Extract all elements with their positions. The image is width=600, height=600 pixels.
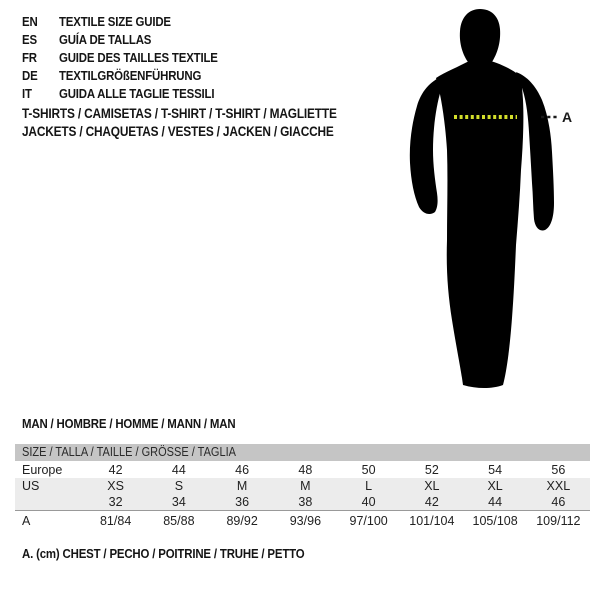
silhouette-head (460, 9, 500, 67)
language-code: EN (22, 14, 38, 29)
size-cell: 44 (464, 494, 527, 511)
size-cell: 34 (147, 494, 210, 511)
size-cell: 105/108 (464, 511, 527, 531)
size-cell: 54 (488, 462, 503, 477)
size-cell: 101/104 (400, 511, 463, 531)
language-row-it (22, 85, 239, 103)
measurement-footnote: A. (cm) CHEST / PECHO / POITRINE / TRUHE / PETTO (22, 546, 305, 561)
language-list (22, 13, 239, 103)
size-cell: 44 (171, 462, 186, 477)
size-cell: 42 (400, 494, 463, 511)
table-row-numeric (15, 494, 590, 511)
section-heading-man: MAN / HOMBRE / HOMME / MANN / MAN (22, 416, 236, 431)
language-label: GUIDA ALLE TAGLIE TESSILI (59, 86, 215, 101)
language-code: DE (22, 68, 38, 83)
size-cell: S (147, 478, 210, 494)
size-cell: XL (464, 478, 527, 494)
category-jackets: JACKETS / CHAQUETAS / VESTES / JACKEN / GIACCHE (22, 124, 334, 139)
silhouette-left-arm (410, 76, 444, 214)
size-cell: 42 (108, 462, 123, 477)
size-cell: 48 (298, 462, 313, 477)
size-cell: 89/92 (211, 511, 274, 531)
size-cell: M (211, 478, 274, 494)
row-label: Europe (22, 462, 63, 477)
row-label (15, 494, 84, 511)
man-silhouette-figure (400, 0, 600, 400)
size-cell: 46 (527, 494, 590, 511)
size-cell: 36 (211, 494, 274, 511)
garment-categories (22, 105, 380, 141)
language-label: TEXTILE SIZE GUIDE (59, 14, 171, 29)
measure-label-a: A (562, 109, 573, 125)
language-code: FR (22, 50, 37, 65)
size-cell: XL (400, 478, 463, 494)
size-cell: 40 (337, 494, 400, 511)
language-row-fr (22, 49, 239, 67)
category-tshirts: T-SHIRTS / CAMISETAS / T-SHIRT / T-SHIRT / MAGLIETTE (22, 106, 337, 121)
language-row-en (22, 13, 239, 31)
size-cell: 38 (274, 494, 337, 511)
size-cell: M (274, 478, 337, 494)
size-cell: 52 (424, 462, 439, 477)
size-cell: 50 (361, 462, 376, 477)
size-cell: 85/88 (147, 511, 210, 531)
size-cell: 46 (235, 462, 250, 477)
size-cell: 81/84 (84, 511, 147, 531)
silhouette-body (436, 59, 523, 389)
size-table-grid (15, 461, 590, 530)
language-code: ES (22, 32, 37, 47)
table-row-chest (15, 511, 590, 531)
table-row-us (15, 478, 590, 494)
size-cell: 32 (84, 494, 147, 511)
size-table (15, 444, 590, 530)
row-label: A (15, 511, 84, 531)
language-label: TEXTILGRÖßENFÜHRUNG (59, 68, 202, 83)
language-code: IT (22, 86, 32, 101)
size-cell: XXL (527, 478, 590, 494)
size-cell: XS (84, 478, 147, 494)
language-row-es (22, 31, 239, 49)
language-row-de (22, 67, 239, 85)
size-cell: 97/100 (337, 511, 400, 531)
size-cell: 56 (551, 462, 566, 477)
language-label: GUIDE DES TAILLES TEXTILE (59, 50, 218, 65)
row-label: US (15, 478, 84, 494)
size-cell: L (337, 478, 400, 494)
table-row-europe (15, 461, 590, 478)
size-table-header: SIZE / TALLA / TAILLE / GRÖSSE / TAGLIA (15, 444, 590, 461)
size-cell: 93/96 (274, 511, 337, 531)
language-label: GUÍA DE TALLAS (59, 32, 152, 47)
size-cell: 109/112 (527, 511, 590, 531)
